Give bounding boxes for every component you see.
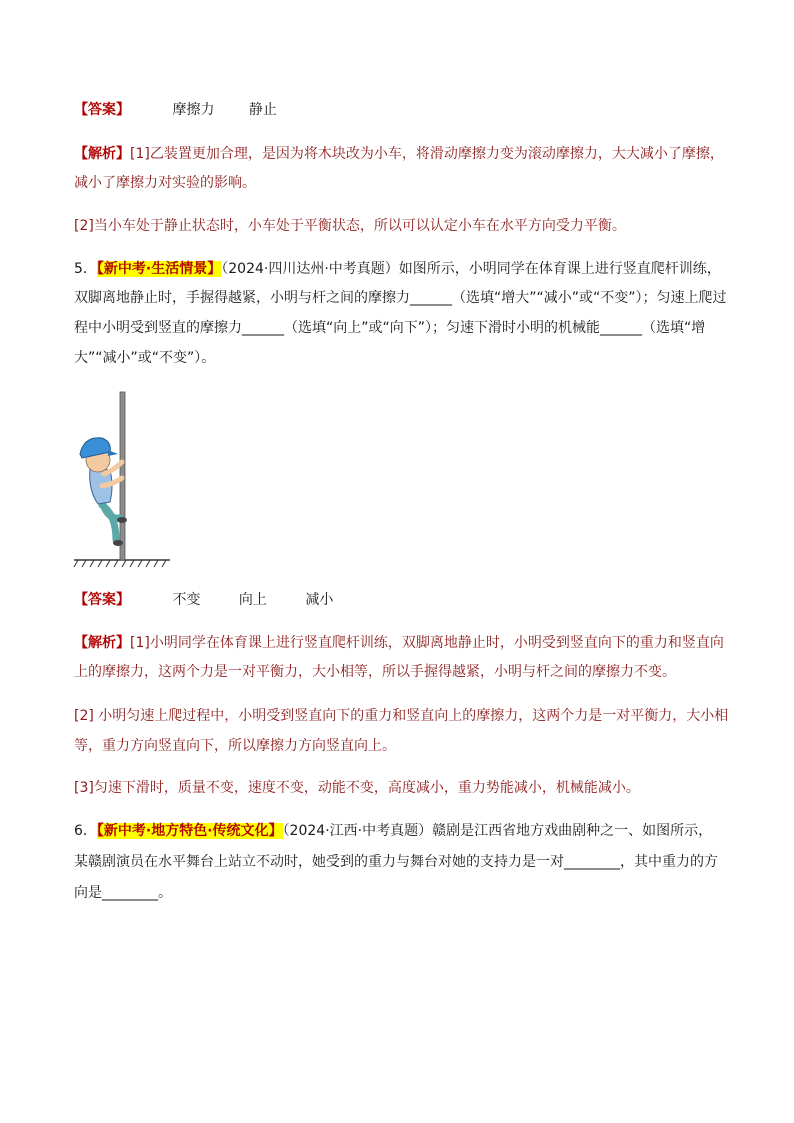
analysis-line: [3]匀速下滑时，质量不变，速度不变，动能不变，高度减小，重力势能减小，机械能减小。: [74, 780, 640, 796]
question-text: （2024·江西·中考真题）赣剧是江西省地方戏曲剧种之一、如图所示，: [282, 823, 713, 839]
answer-label: 【答案】: [74, 102, 130, 118]
question-tag: 【新中考·生活情景】: [96, 261, 222, 277]
analysis-line: [2] 小明匀速上爬过程中，小明受到竖直向下的重力和竖直向上的摩擦力，这两个力是一对平衡力，大小相: [74, 708, 729, 724]
analysis-label: 【解析】: [74, 635, 130, 651]
analysis-text: [1]乙装置更加合理，是因为将木块改为小车，将滑动摩擦力变为滚动摩擦力，大大减小了摩擦，: [130, 146, 724, 162]
question-5-line: 程中小明受到竖直的摩擦力______（选填“向上”或“向下”）；匀速下滑时小明的机械能______（选填“增: [74, 320, 706, 336]
answer-line-2: [74, 590, 333, 610]
analysis-label: 【解析】: [74, 146, 130, 162]
analysis-text: [1]小明同学在体育课上进行竖直爬杆训练，双脚离地静止时，小明受到竖直向下的重力和竖直向: [130, 635, 724, 651]
answer-line-1: [74, 100, 277, 120]
answer-value: 减小: [305, 592, 334, 608]
question-number: 5．: [74, 261, 97, 277]
analysis-line: [74, 144, 724, 164]
question-6-line: 向是________。: [74, 885, 172, 901]
answer-value: 静止: [248, 102, 277, 118]
answer-label: 【答案】: [74, 592, 130, 608]
analysis-line: [74, 633, 724, 653]
question-6-line: [74, 821, 712, 841]
analysis-line: [2]当小车处于静止状态时，小车处于平衡状态，所以可以认定小车在水平方向受力平衡。: [74, 218, 626, 234]
answer-value: 向上: [238, 592, 267, 608]
question-5-line: [74, 259, 721, 279]
question-5-line: 大”“减小”或“不变”）。: [74, 350, 216, 366]
pole-climbing-figure: [72, 390, 172, 570]
analysis-line: 减小了摩擦力对实验的影响。: [74, 175, 256, 191]
question-5-line: 双脚离地静止时，手握得越紧，小明与杆之间的摩擦力______（选填“增大”“减小”或“不变”）；匀速上爬过: [74, 290, 727, 306]
question-number: 6．: [74, 823, 97, 839]
analysis-line: 上的摩擦力，这两个力是一对平衡力，大小相等，所以手握得越紧，小明与杆之间的摩擦力不变。: [74, 664, 676, 680]
answer-value: 摩擦力: [172, 102, 215, 118]
answer-value: 不变: [172, 592, 201, 608]
question-text: （2024·四川达州·中考真题）如图所示，小明同学在体育课上进行竖直爬杆训练，: [221, 261, 721, 277]
analysis-line: 等，重力方向竖直向下，所以摩擦力方向竖直向上。: [74, 738, 396, 754]
question-tag: 【新中考·地方特色·传统文化】: [96, 823, 283, 839]
question-6-line: 某赣剧演员在水平舞台上站立不动时，她受到的重力与舞台对她的支持力是一对________，其中重力的方: [74, 854, 718, 870]
